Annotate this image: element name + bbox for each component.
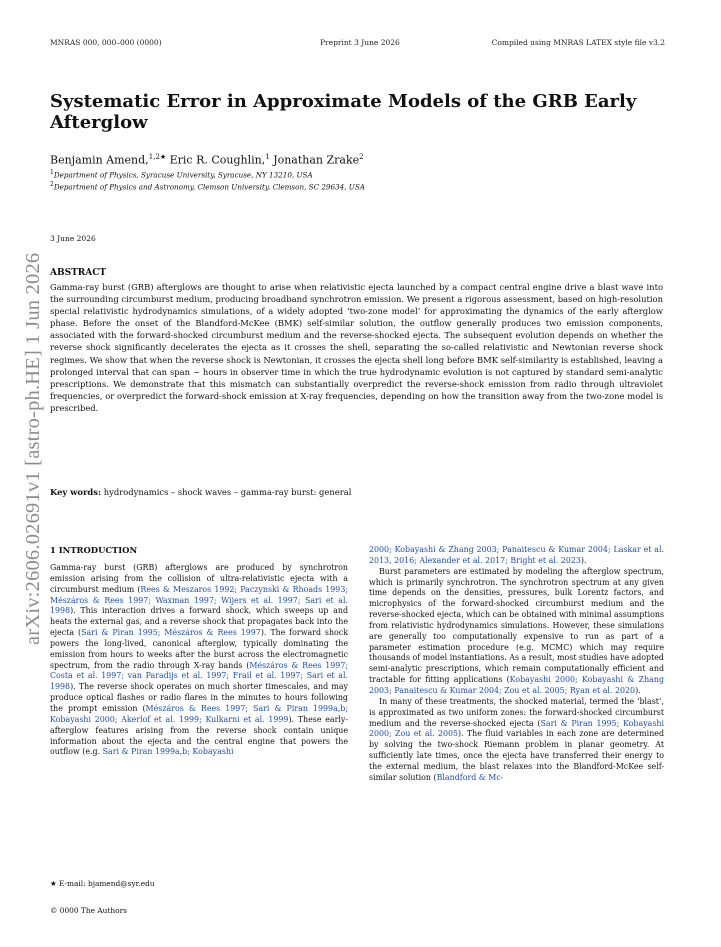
- author-name: Benjamin Amend,: [50, 153, 149, 167]
- author-affiliation-mark: 1: [265, 153, 270, 161]
- arxiv-stamp: arXiv:2606.02691v1 [astro-ph.HE] 1 Jun 2026: [22, 252, 44, 645]
- paragraph: [369, 697, 664, 784]
- footnote-email: ★ E-mail: bjamend@syr.edu: [50, 879, 155, 888]
- body-text: In many of these treatments, the shocked material, termed the ‘blast’, is approximated as two uniform zones: the forward-shocked circumburst medium and the reverse-shocked ejecta (: [369, 696, 664, 728]
- body-text: ). The forward shock powers the long-lived, canonical afterglow, typically dominating the emission from hours to weeks after the burst across the electromagnetic spectrum, from the radio through X-ray bands (: [50, 628, 348, 670]
- paragraph: [369, 545, 664, 567]
- citation-link[interactable]: Blandford & Mc-: [436, 772, 504, 782]
- body-text: ). This interaction drives a forward shock, which sweeps up and heats the external gas, and a reverse shock that propagates back into the ejecta (: [50, 606, 348, 638]
- abstract-heading: ABSTRACT: [50, 268, 107, 278]
- affiliation: $^1$Department of Physics, Syracuse University, Syracuse, NY 13210, USA: [50, 169, 313, 180]
- citation-link[interactable]: 2000; Kobayashi & Zhang 2003; Panaitescu & Kumar 2004; Laskar et al. 2013, 2016; Alexander et al. 2017; Bright et al. 2023: [369, 545, 664, 565]
- citation-link[interactable]: Sari & Piran 1999a,b; Kobayashi: [102, 747, 234, 757]
- paper-title: Systematic Error in Approximate Models of the GRB Early Afterglow: [50, 91, 637, 133]
- body-column-right: [369, 545, 664, 784]
- keywords: [50, 487, 351, 497]
- citation-link[interactable]: Sari & Piran 1995; Mészáros & Rees 1997: [81, 628, 261, 638]
- abstract-text: Gamma-ray burst (GRB) afterglows are thought to arise when relativistic ejecta launched by a compact central engine drive a blast wave into the surrounding circumburst medium, producing broadband synchrotron emission. We present a rigorous assessment, based on high-resolution special relativistic hydrodynamics simulations, of a widely adopted ‘two-zone model’ for approximating the dynamics of the early afterglow phase. Before the onset of the Blandford-McKee (BMK) self-similar solution, the outflow generally produces two emission components, associated with the forward-shocked circumburst medium and the reverse-shocked ejecta. The subsequent evolution depends on whether the reverse shock significantly decelerates the ejecta as it crosses the shell, separating the so-called relativistic and Newtonian reverse shock regimes. We show that when the reverse shock is Newtonian, it crosses the ejecta shell long before BMK self-similarity is established, leaving a prolonged interval that can span ∼ hours in observer time in which the true hydrodynamic evolution is not captured by standard semi-analytic prescriptions. We demonstrate that this mismatch can substantially overpredict the reverse-shock emission from radio through ultraviolet frequencies, or overpredict the forward-shock emission at X-ray frequencies, depending on how the transition away from the two-zone model is prescribed.: [50, 282, 663, 413]
- body-text: ). The reverse shock operates on much shorter timescales, and may produce optical flashes or radio flares in the minutes to hours following the prompt emission (: [50, 682, 348, 713]
- author-name: Jonathan Zrake: [273, 153, 360, 167]
- section-heading: 1 INTRODUCTION: [50, 545, 138, 555]
- keywords-list: hydrodynamics – shock waves – gamma-ray burst: general: [103, 487, 352, 497]
- body-text: ).: [580, 555, 587, 565]
- paragraph: [369, 567, 664, 697]
- body-text: Burst parameters are estimated by modeling the afterglow spectrum, which is primarily synchrotron. The synchrotron spectrum at any given time depends on the densities, pressures, bulk Lorentz factors, and microphysics of the forward-shocked circumburst medium and the reverse-shocked ejecta, which can be obtained with minimal assumptions from relativistic hydrodynamics simulations. However, these simulations are generally too computationally expensive to run as part of a parameter estimation procedure (e.g. MCMC) which may require thousands of model instantiations. As a result, most studies have adopted semi-analytic prescriptions, which remain computationally efficient and tractable for fitting applications (: [369, 566, 664, 685]
- body-text: ). These early-afterglow features arising from the reverse shock contain unique information about the ejecta and the central engine that powers the outflow (e.g.: [50, 714, 348, 757]
- citation-link[interactable]: Mészáros & Rees 1997; Sari & Piran 1999a,b; Kobayashi 2000; Akerlof et al. 1999; Kulkarni et al. 1999: [50, 703, 348, 724]
- body-text: ). The fluid variables in each zone are determined by solving the two-shock Riemann problem in planar geometry. At sufficiently late times, once the ejecta have transferred their energy to the external medium, the blast relaxes into the Blandford-McKee self-similar solution (: [369, 729, 664, 782]
- citation-link[interactable]: Rees & Meszaros 1992; Paczynski & Rhoads 1993; Mészáros & Rees 1997; Waxman 1997; Wijers et al. 1997; Sari et al. 1998: [50, 584, 348, 616]
- paragraph: [50, 563, 348, 758]
- body-text: Gamma-ray burst (GRB) afterglows are produced by synchrotron emission arising from the collision of ultra-relativistic ejecta with a circumburst medium (: [50, 563, 348, 594]
- citation-link[interactable]: Sari & Piran 1995; Kobayashi 2000; Zou et al. 2005: [369, 718, 664, 739]
- author-affiliation-mark: 1,2★: [148, 153, 167, 161]
- body-text: ).: [635, 685, 641, 695]
- running-header-style-note: Compiled using MNRAS LATEX style file v3.2: [491, 38, 665, 47]
- author-affiliation-mark: 2: [359, 153, 364, 161]
- keywords-label: Key words:: [50, 487, 102, 497]
- citation-link[interactable]: Mészáros & Rees 1997; Costa et al. 1997; van Paradijs et al. 1997; Frail et al. 1997; Sari et al. 1998: [50, 660, 348, 692]
- author-list: [50, 153, 364, 167]
- body-column-left: [50, 563, 348, 758]
- author-name: Eric R. Coughlin,: [169, 153, 266, 167]
- running-header-journal: MNRAS 000, 000–000 (0000): [50, 38, 162, 47]
- running-header-preprint-date: Preprint 3 June 2026: [320, 38, 400, 47]
- copyright-notice: © 0000 The Authors: [50, 906, 127, 915]
- submission-date: 3 June 2026: [50, 234, 96, 243]
- citation-link[interactable]: Kobayashi 2000; Kobayashi & Zhang 2003; Panaitescu & Kumar 2004; Zou et al. 2005; Ryan et al. 2020: [369, 675, 664, 695]
- affiliation: $^2$Department of Physics and Astronomy, Clemson University, Clemson, SC 29634, USA: [50, 181, 365, 192]
